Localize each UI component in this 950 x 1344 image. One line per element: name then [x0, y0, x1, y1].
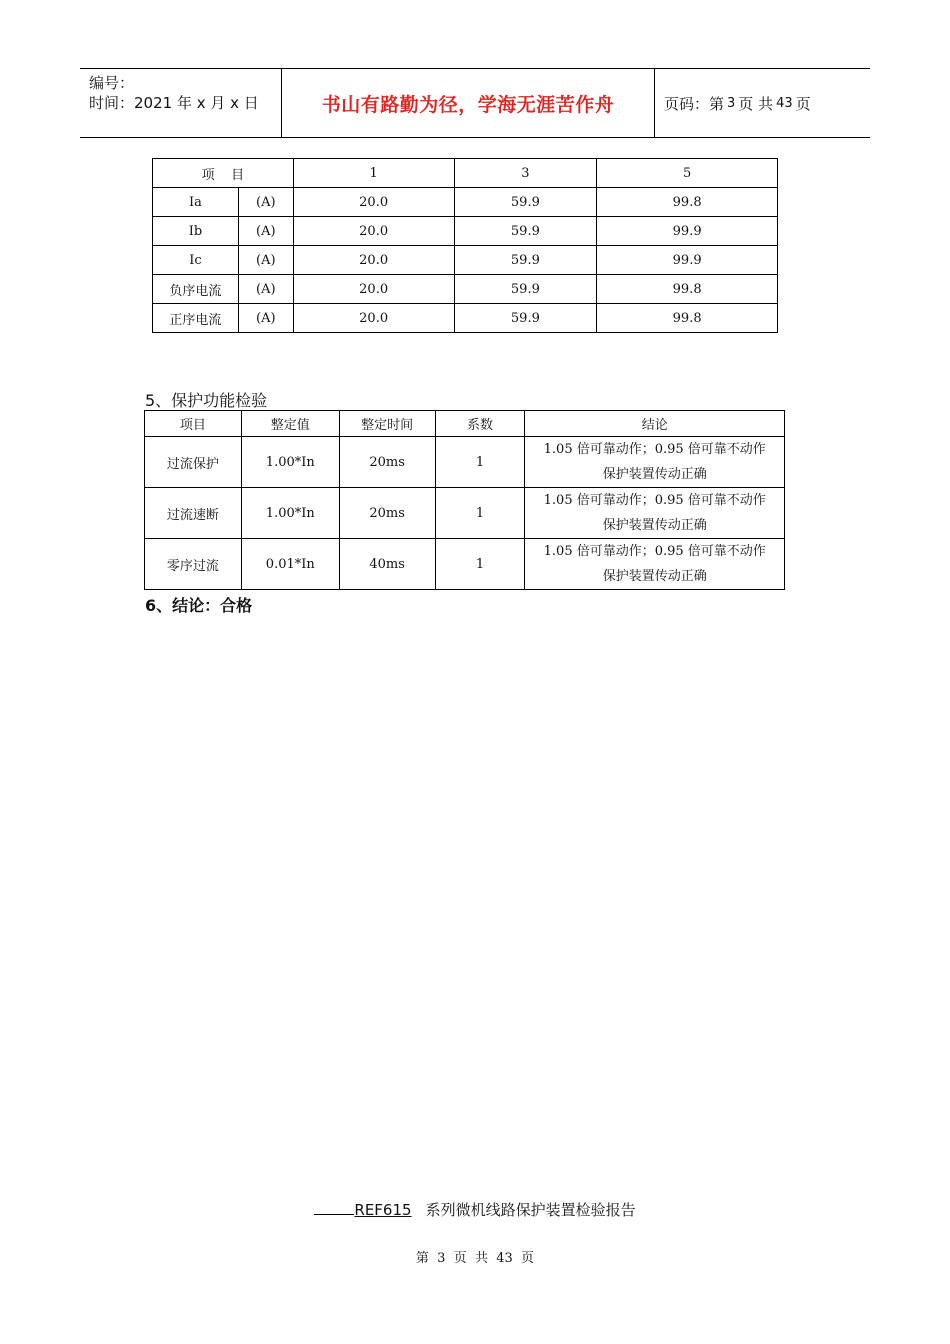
row-value-1: 20.0 — [293, 275, 454, 304]
row-setting: 1.00*In — [241, 437, 339, 488]
table-row — [145, 488, 785, 539]
table-row — [153, 246, 778, 275]
row-time: 20ms — [339, 488, 435, 539]
header-number-label: 编号： — [89, 74, 135, 92]
header-cell-coef: 系数 — [435, 411, 525, 437]
section-5-title: 5、保护功能检验 — [145, 391, 268, 410]
conclusion-line-1: 1.05 倍可靠动作；0.95 倍可靠不动作 — [543, 442, 766, 457]
page-total: 43 — [776, 95, 793, 111]
conclusion-line-2: 保护装置传动正确 — [602, 569, 707, 584]
row-value-3: 59.9 — [454, 217, 597, 246]
header-cell-item: 项目 — [145, 411, 242, 437]
page-middle: 页 共 — [738, 94, 774, 113]
table-row — [145, 437, 785, 488]
header-cell-3: 3 — [454, 159, 597, 188]
conclusion-line-2: 保护装置传动正确 — [602, 467, 707, 482]
row-value-5: 99.8 — [597, 188, 778, 217]
current-measurement-table — [152, 158, 778, 333]
row-item: 过流保护 — [145, 437, 242, 488]
header-cell-item: 项 目 — [153, 159, 294, 188]
row-value-1: 20.0 — [293, 217, 454, 246]
row-value-3: 59.9 — [454, 304, 597, 333]
row-name: Ia — [153, 188, 239, 217]
table-header-row — [153, 159, 778, 188]
row-setting: 0.01*In — [241, 539, 339, 590]
row-unit: (A) — [238, 246, 293, 275]
row-item: 零序过流 — [145, 539, 242, 590]
report-title-rest: 系列微机线路保护装置检验报告 — [425, 1201, 636, 1219]
header-meta — [80, 69, 281, 137]
row-name: 正序电流 — [153, 304, 239, 333]
report-title — [0, 1199, 950, 1220]
header-cell-1: 1 — [293, 159, 454, 188]
row-conclusion — [525, 437, 785, 488]
protection-test-table — [144, 410, 785, 590]
row-value-5: 99.8 — [597, 275, 778, 304]
row-value-3: 59.9 — [454, 188, 597, 217]
header-cell-setting: 整定值 — [241, 411, 339, 437]
row-value-3: 59.9 — [454, 246, 597, 275]
table-row — [153, 217, 778, 246]
table-row — [153, 275, 778, 304]
table-row — [153, 188, 778, 217]
footer-page-number: 第 3 页 共 43 页 — [415, 1251, 535, 1266]
page-suffix: 页 — [795, 94, 811, 113]
row-name: Ic — [153, 246, 239, 275]
row-coef: 1 — [435, 539, 525, 590]
row-item: 过流速断 — [145, 488, 242, 539]
row-setting: 1.00*In — [241, 488, 339, 539]
row-time: 20ms — [339, 437, 435, 488]
row-value-1: 20.0 — [293, 188, 454, 217]
header-page-number — [655, 69, 870, 137]
row-time: 40ms — [339, 539, 435, 590]
header-cell-5: 5 — [597, 159, 778, 188]
report-model: REF615 — [354, 1201, 412, 1219]
row-conclusion — [525, 539, 785, 590]
section-6-conclusion: 6、结论：合格 — [145, 596, 253, 615]
row-value-1: 20.0 — [293, 304, 454, 333]
row-value-5: 99.8 — [597, 304, 778, 333]
row-name: 负序电流 — [153, 275, 239, 304]
row-unit: (A) — [238, 217, 293, 246]
underline-pad — [314, 1200, 354, 1215]
row-coef: 1 — [435, 437, 525, 488]
conclusion-line-1: 1.05 倍可靠动作；0.95 倍可靠不动作 — [543, 493, 766, 508]
table-header-row — [145, 411, 785, 437]
row-name: Ib — [153, 217, 239, 246]
conclusion-line-1: 1.05 倍可靠动作；0.95 倍可靠不动作 — [543, 544, 766, 559]
conclusion-line-2: 保护装置传动正确 — [602, 518, 707, 533]
table-row — [153, 304, 778, 333]
header-time-label: 时间：2021 年 x 月 x 日 — [89, 94, 259, 112]
row-value-5: 99.9 — [597, 217, 778, 246]
header-motto-cell — [281, 69, 655, 137]
row-value-5: 99.9 — [597, 246, 778, 275]
header-motto: 书山有路勤为径，学海无涯苦作舟 — [321, 93, 615, 116]
header-cell-time: 整定时间 — [339, 411, 435, 437]
row-value-3: 59.9 — [454, 275, 597, 304]
page-header — [80, 68, 870, 138]
row-value-1: 20.0 — [293, 246, 454, 275]
row-unit: (A) — [238, 188, 293, 217]
page-prefix: 页码：第 — [664, 94, 725, 113]
page-current: 3 — [727, 95, 736, 111]
table-row — [145, 539, 785, 590]
row-unit: (A) — [238, 304, 293, 333]
header-cell-conclusion: 结论 — [525, 411, 785, 437]
row-coef: 1 — [435, 488, 525, 539]
row-conclusion — [525, 488, 785, 539]
row-unit: (A) — [238, 275, 293, 304]
